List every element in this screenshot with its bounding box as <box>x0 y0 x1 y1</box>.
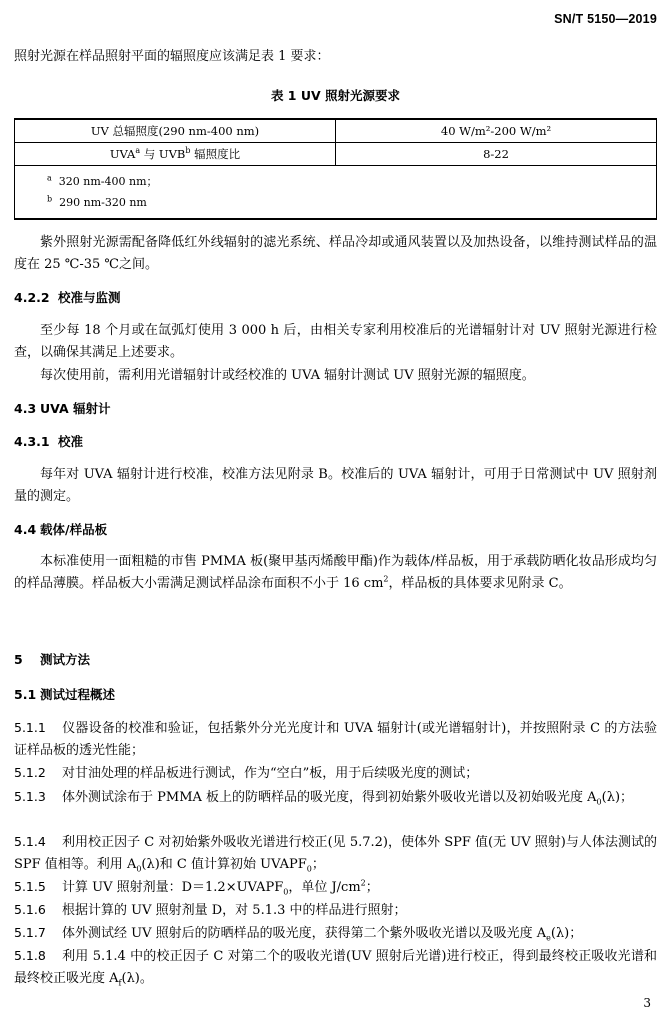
section-4-3-1-heading: 4.3.1 校准 <box>14 434 84 449</box>
list-item: 5.1.4 利用校正因子 C 对初始紫外吸收光谱进行校正(见 5.7.2)，使体外 SPF 值(无 UV 照射)与人体法测试的 SPF 值相等。利用 $A_0(\lambda)$和 C 值计算初始 $UVAPF_0$； <box>14 834 657 874</box>
uv-requirements-table <box>14 118 657 220</box>
section-4-3-heading: 4.3 UVA 辐射计 <box>14 401 111 416</box>
list-item: 5.1.3 体外测试涂布于 PMMA 板上的防晒样品的吸光度，得到初始紫外吸收光谱以及初始吸光度 $A_0(\lambda)$； <box>14 789 634 807</box>
calibration-paragraph-2: 每次使用前，需利用光谱辐射计或经校准的 UVA 辐射计测试 UV 照射光源的辐照度。 <box>40 368 535 383</box>
filter-paragraph: 紫外照射光源需配备降低红外线辐射的滤光系统、样品冷却或通风装置以及加热设备，以维持测试样品的温度在 25 ℃-35 ℃之间。 <box>14 235 657 272</box>
section-5-1-heading: 5.1 测试过程概述 <box>14 687 116 702</box>
table-cell-value: 40 W/m²-200 W/m² <box>336 119 657 143</box>
table-row <box>15 119 657 143</box>
table-row <box>15 143 657 166</box>
uva-paragraph: 每年对 UVA 辐射计进行校准，校准方法见附录 B。校准后的 UVA 辐射计，可用于日常测试中 UV 照射剂量的测定。 <box>14 467 657 504</box>
table-note: $^b$ 290 nm-320 nm <box>47 194 147 209</box>
page-number: 3 <box>643 996 651 1010</box>
section-4-4-heading: 4.4 载体/样品板 <box>14 522 108 537</box>
section-4-2-2-heading: 4.2.2 校准与监测 <box>14 290 121 305</box>
plate-paragraph: 本标准使用一面粗糙的市售 PMMA 板(聚甲基丙烯酸甲酯)作为载体/样品板，用于承载防晒化妆品形成均匀的样品薄膜。样品板大小需满足测试样品涂布面积不小于 16 $cm^2$，样品板的具体要求见附录 C。 <box>14 554 657 591</box>
list-item: 5.1.1 仪器设备的校准和验证，包括紫外分光光度计和 UVA 辐射计(或光谱辐射计)，并按照附录 C 的方法验证样品板的透光性能； <box>14 720 657 758</box>
table-notes <box>15 166 657 220</box>
list-item: 5.1.6 根据计算的 UV 照射剂量 D，对 5.1.3 中的样品进行照射； <box>14 902 407 918</box>
calibration-paragraph-1: 至少每 18 个月或在氙弧灯使用 3 000 h 后，由相关专家利用校准后的光谱辐射计对 UV 照射光源进行检查，以确保其满足上述要求。 <box>14 323 657 360</box>
list-item: 5.1.7 体外测试经 UV 照射后的防晒样品的吸光度，获得第二个紫外吸收光谱以及吸光度 $A_e(\lambda)$； <box>14 925 583 943</box>
table-notes-row <box>15 166 657 220</box>
standard-code: SN/T 5150—2019 <box>554 12 657 26</box>
section-5-heading: 5 测试方法 <box>14 652 91 667</box>
table-caption: 表 1 UV 照射光源要求 <box>270 88 401 103</box>
list-item: 5.1.2 对甘油处理的样品板进行测试，作为“空白”板，用于后续吸光度的测试； <box>14 765 479 781</box>
table-cell-value: 8-22 <box>336 143 657 166</box>
table-cell-param: UV 总辐照度(290 nm-400 nm) <box>15 119 336 143</box>
list-item: 5.1.8 利用 5.1.4 中的校正因子 C 对第二个的吸收光谱(UV 照射后光谱)进行校正，得到最终校正吸收光谱和最终校正吸光度 $A_f(\lambda)$。 <box>14 948 657 988</box>
table-note: $^a$ 320 nm-400 nm； <box>47 173 158 188</box>
intro-paragraph: 照射光源在样品照射平面的辐照度应该满足表 1 要求： <box>14 49 330 64</box>
table-cell-param: UVA$^a$ 与 UVB$^b$ 辐照度比 <box>15 143 336 166</box>
list-item: 5.1.5 计算 UV 照射剂量：$D=1.2\times UVAPF_0$，单位 $J/cm^2$； <box>14 878 379 897</box>
